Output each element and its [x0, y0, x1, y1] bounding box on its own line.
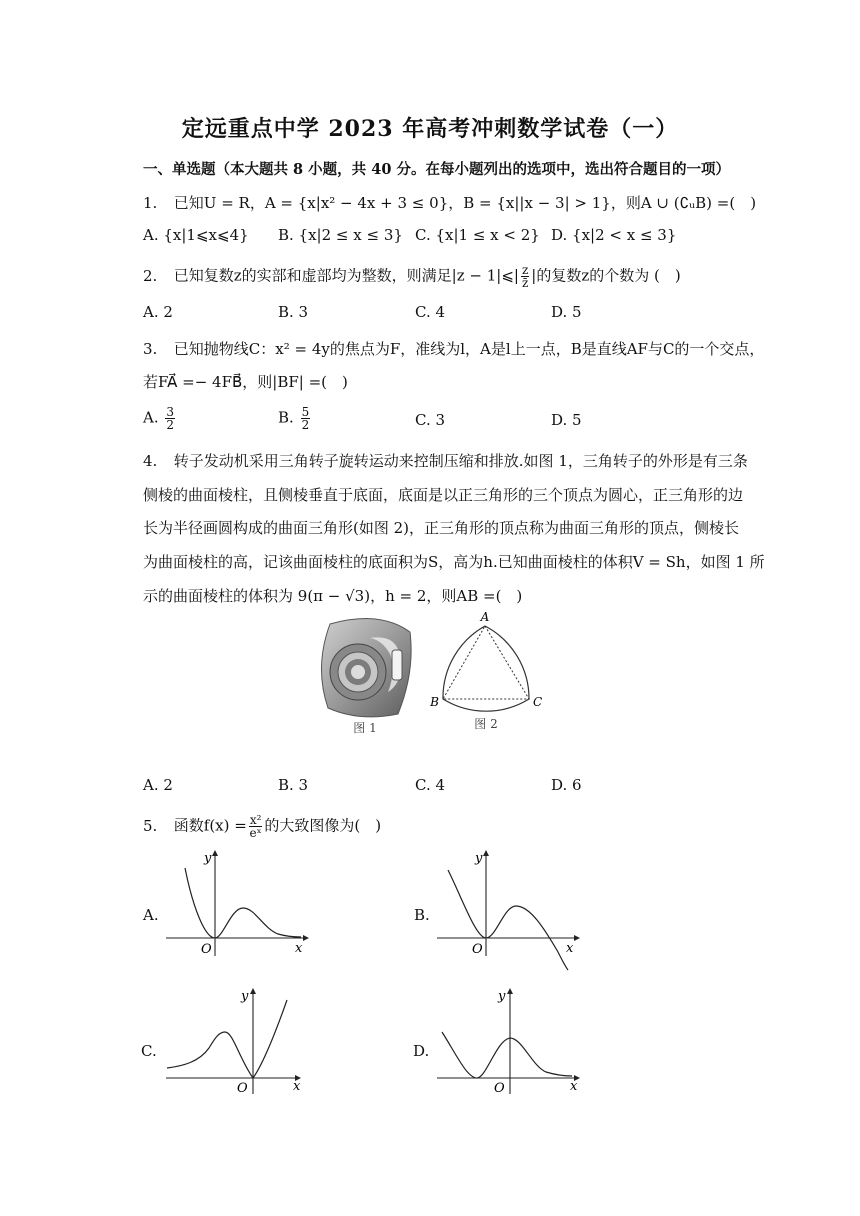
rotor-figure	[310, 612, 420, 738]
vertex-label-b: B	[430, 695, 439, 709]
q1-option-d[interactable]: D. {x|2 < x ≤ 3}	[551, 226, 677, 244]
origin-label: O	[472, 942, 483, 957]
question-text-line1: 转子发动机采用三角转子旋转运动来控制压缩和排放.如图 1，三角转子的外形是有三条	[173, 452, 748, 470]
inner-triangle-dashed	[443, 626, 529, 699]
q4-option-c[interactable]: C. 4	[415, 776, 446, 794]
fraction	[301, 406, 311, 431]
q5-option-b-label[interactable]: B.	[414, 906, 430, 924]
q5-option-a-label[interactable]: A.	[143, 906, 159, 924]
question-text-before: 函数f(x) =	[173, 816, 247, 835]
function-curve	[185, 868, 301, 938]
q3-option-a[interactable]	[143, 406, 177, 431]
fraction-denominator: eˣ	[249, 826, 262, 840]
question-1	[143, 192, 756, 213]
q5-graph-c[interactable]	[163, 984, 313, 1096]
x-axis-label: x	[293, 1079, 301, 1094]
fraction-numerator: x²	[249, 813, 262, 827]
q5-graph-d[interactable]	[434, 984, 584, 1096]
q2-option-d[interactable]: D. 5	[551, 303, 582, 321]
q1-option-b[interactable]: B. {x|2 ≤ x ≤ 3}	[278, 226, 403, 244]
origin-label: O	[237, 1081, 248, 1096]
question-number: 3.	[143, 340, 158, 358]
q1-option-a[interactable]: A. {x|1⩽x⩽4}	[143, 226, 249, 244]
question-number: 2.	[143, 266, 158, 285]
fraction-denominator: z̄	[521, 276, 529, 290]
curved-triangle-arcs	[443, 626, 529, 711]
y-axis-label: y	[498, 989, 506, 1004]
q1-option-c[interactable]: C. {x|1 ≤ x < 2}	[415, 226, 540, 244]
fraction	[165, 406, 175, 431]
question-text-before: 已知复数z的实部和虚部均为整数，则满足|z − 1|⩽|	[173, 266, 519, 285]
option-letter: A.	[143, 408, 159, 427]
q2-option-b[interactable]: B. 3	[278, 303, 309, 321]
option-letter: B.	[278, 408, 294, 427]
x-axis-label: x	[566, 941, 574, 956]
fraction-denominator: 2	[166, 418, 175, 432]
q3-option-b[interactable]	[278, 406, 312, 431]
q5-option-c-label[interactable]: C.	[141, 1042, 157, 1060]
function-curve	[448, 870, 568, 970]
question-text-line1: 已知抛物线C：x² = 4y的焦点为F，准线为l，A是l上一点，B是直线AF与C的一个交点，	[173, 340, 765, 358]
q4-option-b[interactable]: B. 3	[278, 776, 309, 794]
q5-graph-b[interactable]	[434, 848, 584, 973]
x-axis-label: x	[570, 1079, 578, 1094]
section-heading: 一、单选题（本大题共 8 小题，共 40 分。在每小题列出的选项中，选出符合题目的一项）	[143, 161, 730, 178]
question-number: 5.	[143, 816, 158, 835]
question-text-after: |的复数z的个数为 ( )	[531, 266, 681, 285]
question-number: 1.	[143, 194, 158, 212]
curved-triangle-figure	[428, 608, 548, 734]
function-curve	[442, 1032, 572, 1078]
x-axis-label: x	[295, 941, 303, 956]
question-4	[143, 450, 748, 471]
exam-title: 定远重点中学 2023 年高考冲刺数学试卷（一）	[181, 116, 679, 142]
q3-option-d[interactable]: D. 5	[551, 411, 582, 429]
fraction	[249, 814, 263, 839]
fraction-numerator: 3	[166, 405, 175, 419]
fraction-numerator: 5	[301, 405, 310, 419]
fraction	[521, 264, 529, 289]
question-5	[143, 814, 381, 839]
question-2	[143, 264, 681, 289]
question-4-line-5: 示的曲面棱柱的体积为 9(π − √3)，h = 2，则AB =( )	[143, 587, 523, 605]
vertex-label-c: C	[533, 695, 543, 709]
question-text-after: 的大致图像为( )	[264, 816, 382, 835]
question-4-line-3: 长为半径画圆构成的曲面三角形(如图 2)，正三角形的顶点称为曲面三角形的顶点，侧棱长	[143, 519, 740, 537]
vertex-label-a: A	[480, 610, 490, 624]
y-axis-label: y	[204, 851, 212, 866]
q5-graph-a[interactable]	[163, 848, 313, 958]
q2-option-a[interactable]: A. 2	[143, 303, 173, 321]
question-number: 4.	[143, 452, 158, 470]
q4-option-d[interactable]: D. 6	[551, 776, 582, 794]
q2-option-c[interactable]: C. 4	[415, 303, 446, 321]
question-4-line-2: 侧棱的曲面棱柱，且侧棱垂直于底面，底面是以正三角形的三个顶点为圆心，正三角形的边	[143, 486, 744, 504]
question-4-line-4: 为曲面棱柱的高，记该曲面棱柱的底面积为S，高为h.已知曲面棱柱的体积V = Sh，如图 1 所	[143, 553, 765, 571]
figure-1-caption: 图 1	[353, 721, 377, 735]
fraction-numerator: z	[521, 263, 529, 277]
origin-label: O	[201, 942, 212, 957]
y-axis-label: y	[241, 989, 249, 1004]
question-text: 已知U = R，A = {x|x² − 4x + 3 ≤ 0}，B = {x||x − 3| > 1}，则A ∪ (∁ᵤB) =( )	[173, 194, 757, 212]
origin-label: O	[494, 1081, 505, 1096]
fraction-denominator: 2	[301, 418, 310, 432]
q3-option-c[interactable]: C. 3	[415, 411, 446, 429]
q5-option-d-label[interactable]: D.	[413, 1042, 430, 1060]
function-curve	[167, 1000, 287, 1078]
question-3-line-2: 若FA⃗ =− 4FB⃗，则|BF| =( )	[143, 373, 348, 391]
y-axis-label: y	[475, 851, 483, 866]
figure-2-caption: 图 2	[474, 717, 498, 731]
question-3	[143, 338, 764, 359]
q4-option-a[interactable]: A. 2	[143, 776, 173, 794]
